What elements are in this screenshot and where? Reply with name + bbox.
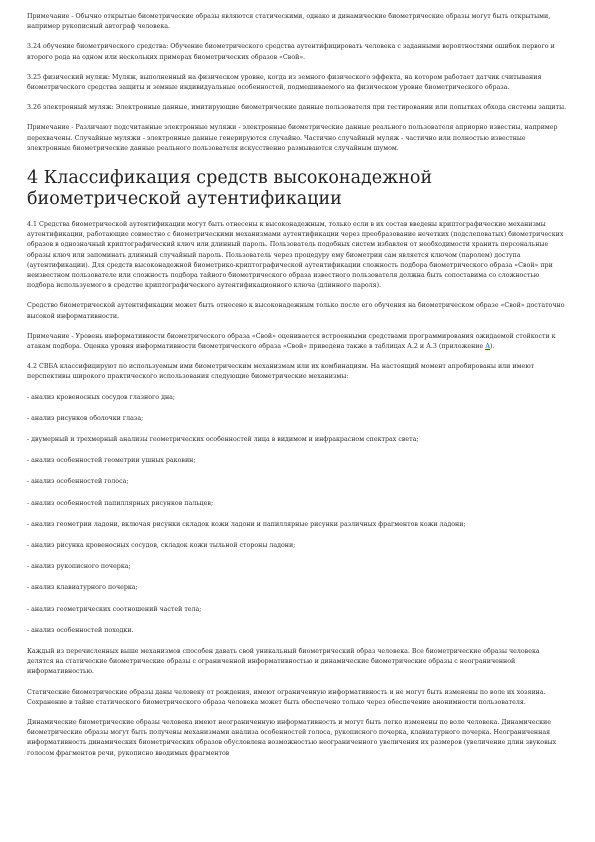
- definition-3-26: 3.26 электронный муляж: Электронные данные, имитирующие биометрические данные пользователя при тестировании или попытках обхода системы защиты.: [27, 104, 567, 112]
- note-informativeness-text: Примечание - Уровень информативности биометрического образа «Свой» оценивается встроенными средствами программирования ожидаемой стойкости к атакам подбора. Оценка уровня информативности биометрического образа «Свой» приведена также в таблицах А.2 и А.3 (приложение: [27, 332, 556, 351]
- list-item: - анализ кровеносных сосудов глазного дна;: [27, 393, 176, 401]
- list-item: - анализ геометрии ладони, включая рисунки складок кожи ладони и папиллярные рисунки различных фрагментов кожи ладони;: [27, 520, 466, 528]
- list-item: - двумерный и трехмерный анализы геометрических особенностей лица в видимом и инфракрасном спектрах света;: [27, 436, 419, 444]
- list-item: - анализ клавиатурного почерка;: [27, 584, 138, 592]
- paragraph-dynamic-images: Динамические биометрические образы человека имеют неограниченную информативность и могут быть легко изменены по воле человека. Динамические биометрические образы могут быть получены механизмами анализа особенностей голоса, рукописного почерка, клавиатурного почерка. Неограниченная информативность динамических биометрических образов обусловлена возможностью неограниченного увеличения их размеров (увеличение длин звуковых голосом фрагментов речи, рукописно вводимых фрагментов: [27, 718, 557, 757]
- list-item: - анализ особенностей голоса;: [27, 478, 129, 486]
- list-item: - анализ рукописного почерка;: [27, 563, 131, 571]
- list-item: - анализ геометрических соотношений частей тела;: [27, 605, 202, 613]
- note-open-images: Примечание - Обычно открытые биометрические образы являются статическими, однако и динамические биометрические образы могут быть открытыми, например рукописный автограф человека.: [27, 13, 551, 31]
- definition-3-25: 3.25 физический муляж: Муляж, выполненный на физическом уровне, когда из земного физического эффекта, на котором работает датчик считывания биометрического средства защиты и земные индивидуальные особенностей, подмешиваемого на физическом уровне биометрического образа.: [27, 73, 542, 92]
- paragraph-static-images: Статические биометрические образы даны человеку от рождения, имеют ограниченную информативность и не могут быть изменены по воле их хозяина. Сохранение в тайне статического биометрического образа человека может быть обеспечено только через обеспечение анонимности пользователя.: [27, 688, 546, 706]
- list-item: - анализ особенностей папиллярных рисунков пальцев;: [27, 499, 214, 507]
- paragraph-4-2: 4.2 СВБА классифицируют по используемым ими биометрическим механизмам или их комбинациям. На настоящий момент апробированы или имеют перспективы широкого практического использования следующие биометрические механизмы:: [27, 363, 535, 381]
- list-item: - анализ особенностей геометрии ушных раковин;: [27, 457, 196, 465]
- paragraph-unique-images: Каждый из перечисленных выше механизмов способен давать свой уникальный биометрический образ человека. Все биометрические образы человека делятся на статические биометрические образы с ограниченной информативностью и динамические биометрические образы с неограниченной информативностью.: [27, 647, 540, 676]
- list-item: - анализ рисунка кровеносных сосудов, складок кожи тыльной стороны ладони;: [27, 541, 296, 549]
- section-heading: 4 Классификация средств высоконадежной биометрической аутентификации: [27, 168, 433, 210]
- list-item: - анализ особенностей походки.: [27, 626, 134, 634]
- document-page: [27, 12, 567, 769]
- paragraph-4-1: 4.1 Средства биометрической аутентификации могут быть отнесены к высоконадежным, только если в их состав введены криптографические механизмы аутентификации, работающие совместно с биометрическими механизмами аутентификации через преобразование нечетких (подслеповатых) биометрических образов в однозначный криптографический ключ или длинный пароль. Пользователь подобных систем избавлен от необходимости хранить персональные образы ключ или запоминать длинный случайный пароль. Пользователь через процедуру ему биометрии сам является ключом (паролем) доступа (аутентификации). Для средств высоконадежной биометрико-криптографической аутентификации сложность подбора биометрического образа «Свой» при неизвестном пользователе или сложность подбора тайного биометрического образа известного пользователя должна быть сопоставима со сложностью подбора используемого в средстве криптографического аутентификационного ключа (длинного пароля).: [27, 221, 564, 290]
- paragraph-training: Средство биометрической аутентификации может быть отнесено к высоконадежным только после его обучения на биометрическом образе «Свой» достаточно высокой информативности.: [27, 302, 565, 320]
- appendix-link[interactable]: А: [485, 343, 490, 351]
- definition-3-24: 3.24 обучение биометрического средства: Обучение биометрического средства аутентифицировать человека с заданными вероятностями ошибок первого и второго рода на одном или нескольких примерах биометрических образов «Свой».: [27, 43, 555, 61]
- note-electronic-dummies: Примечание - Различают подсчитанные электронные муляжи - электронные биометрические данные реального пользователя априорно известны, например перехвачены. Случайные муляжи - электронные данные генерируются случайно. Частично случайный муляж - частично или полностью известные электронные биометрические данные реального пользователя искусственно размываются случайным шумом.: [27, 124, 558, 152]
- note-informativeness-tail: ).: [490, 343, 495, 351]
- note-informativeness: [27, 332, 567, 352]
- list-item: - анализ рисунков оболочки глаза;: [27, 414, 144, 422]
